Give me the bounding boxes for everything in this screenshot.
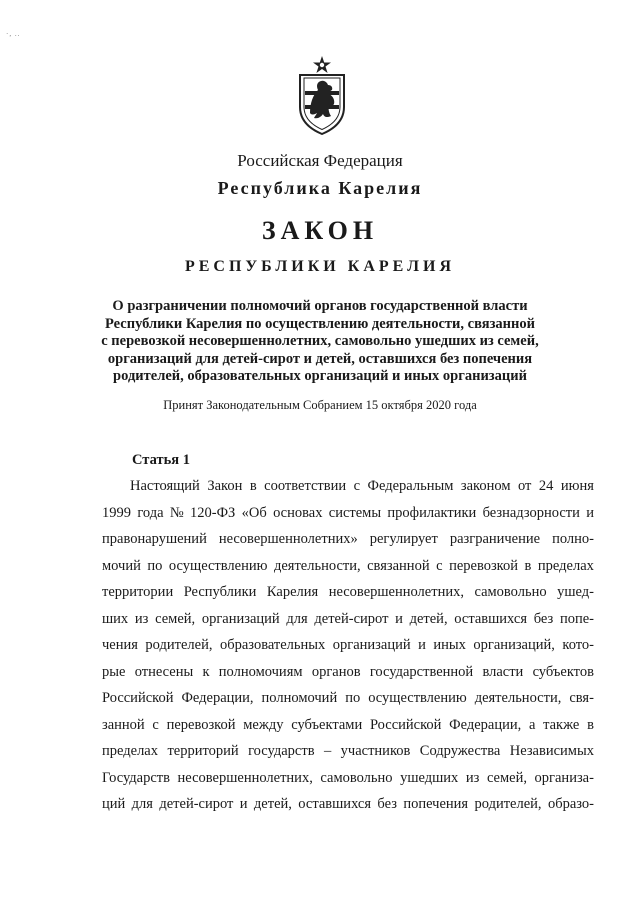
article-word: ций (102, 796, 126, 812)
law-subtitle: РЕСПУБЛИКИ КАРЕЛИЯ (184, 258, 456, 275)
article-word: с (436, 557, 443, 574)
article-word: территории (102, 584, 174, 600)
article-word: Российской (102, 690, 174, 706)
article-word: самовольно (474, 584, 547, 600)
subject-line: Республики Карелия по осуществлению деятельности, связанной (105, 315, 535, 332)
article-word: также (543, 716, 580, 733)
article-word: «Об (241, 504, 267, 521)
article-word: родителей, (145, 637, 213, 653)
law-subject-title (60, 298, 580, 386)
scan-corner-mark: ·, .. (6, 30, 21, 38)
article-word: образовательных (219, 637, 326, 653)
article-word: полно- (552, 531, 594, 547)
article-word: рые (102, 663, 126, 680)
article-word: Российской (369, 716, 442, 733)
article-line (102, 765, 594, 792)
article-word: правонарушений (102, 531, 207, 547)
subject-line: О разграничении полномочий органов государственной власти (112, 298, 528, 314)
article-word: Федерации, (181, 690, 254, 706)
article-word: иных (433, 637, 466, 653)
article-word: – (323, 743, 332, 759)
article-word: и (395, 610, 403, 627)
article-word: в (524, 557, 532, 574)
article-word: системы (328, 504, 382, 521)
article-word: в (249, 478, 257, 494)
article-word: детей-сирот (314, 610, 389, 627)
article-word: к (202, 663, 210, 680)
article-word: организа- (534, 769, 594, 786)
article-line (102, 606, 594, 633)
article-word: участников (340, 743, 411, 759)
article-word: субъектов (532, 663, 594, 680)
article-word: кото- (562, 637, 594, 653)
article-body (102, 473, 594, 818)
article-word: для (131, 796, 153, 812)
article-line (102, 712, 594, 739)
article-word: детей, (253, 796, 292, 812)
article-line (102, 553, 594, 580)
article-word: и (239, 796, 248, 812)
article-word: июня (560, 478, 594, 494)
article-word: Карелия (266, 584, 319, 600)
article-word: ушедших (400, 769, 459, 786)
article-word: и (586, 504, 594, 521)
article-word: семей, (155, 610, 196, 627)
article-word: территорий (167, 743, 239, 759)
article-word: субъектами (291, 716, 363, 733)
article-word: несовершеннолетних, (328, 584, 464, 600)
article-word: Государств (102, 769, 170, 786)
article-word: связанной (367, 557, 430, 574)
article-word: Федерации, (449, 716, 522, 733)
article-word: Независимых (509, 743, 594, 759)
article-word: для (286, 610, 308, 627)
article-line (102, 738, 594, 765)
article-word: из (465, 769, 480, 786)
article-word: самовольно (320, 769, 393, 786)
article-word: и (418, 637, 426, 653)
article-word: без (377, 796, 397, 812)
article-word: органов (311, 663, 361, 680)
article-word: с (152, 716, 159, 733)
article-word: несовершеннолетних» (218, 531, 358, 547)
article-word: года (137, 504, 164, 521)
subject-line: с перевозкой несовершеннолетних, самовольно ушедших из семей, (101, 333, 539, 350)
article-word: осуществлению (168, 557, 268, 574)
article-word: из (134, 610, 149, 627)
article-line (102, 579, 594, 606)
subject-line: родителей, образовательных организаций и иных организаций (113, 368, 527, 385)
article-word: безнадзорности (482, 504, 580, 521)
article-word: регулирует (369, 531, 438, 547)
article-word: пределах (537, 557, 594, 574)
article-word: разграничение (449, 531, 541, 547)
article-word: ушед- (557, 584, 594, 600)
article-word: попечения (403, 796, 469, 812)
article-line (102, 526, 594, 553)
article-word: по (147, 557, 163, 574)
article-word: попе- (559, 610, 594, 627)
article-word: детей-сирот (159, 796, 234, 812)
article-word: без (533, 610, 554, 627)
article-word: организаций (201, 610, 280, 627)
republic-heading: Республика Карелия (217, 178, 423, 198)
article-word: 120-ФЗ (190, 504, 236, 521)
article-word: в (587, 716, 594, 733)
article-word: свя- (569, 690, 594, 706)
article-word: Республики (183, 584, 257, 600)
article-word: мочий (102, 557, 141, 574)
article-line (102, 685, 594, 712)
article-line (102, 500, 594, 527)
article-word: родителей, (474, 796, 542, 812)
article-word: деятельности, (474, 690, 562, 706)
article-word: Содружества (419, 743, 501, 759)
article-word: осуществлению (368, 690, 467, 706)
article-word: ших (102, 610, 129, 627)
karelia-coat-of-arms-icon (296, 55, 348, 135)
article-word: государственной (369, 663, 474, 680)
article-word: организаций (332, 637, 411, 653)
article-word: Настоящий (130, 478, 200, 494)
article-word: а (528, 716, 536, 733)
article-line (102, 632, 594, 659)
article-heading: Статья 1 (132, 452, 190, 468)
article-word: чения (102, 637, 138, 653)
article-word: занной (102, 716, 145, 733)
article-word: основах (273, 504, 323, 521)
federation-heading: Российская Федерация (237, 151, 403, 170)
subject-line: организаций для детей-сирот и детей, оставшихся без попечения (107, 350, 533, 367)
article-word: детей, (409, 610, 448, 627)
article-word: по (345, 690, 361, 706)
article-line (102, 791, 594, 818)
article-word: государств (248, 743, 315, 759)
article-word: пределах (102, 743, 158, 759)
article-word: отнесены (134, 663, 194, 680)
article-word: профилактики (387, 504, 477, 521)
article-word: 24 (538, 478, 554, 494)
article-word: № (169, 504, 184, 521)
adoption-note: Принят Законодательным Собранием 15 октября 2020 года (163, 398, 477, 412)
article-word: полномочий (261, 690, 338, 706)
article-word: организаций, (473, 637, 555, 653)
article-word: между (243, 716, 284, 733)
article-word: семей, (486, 769, 527, 786)
article-word: полномочиям (218, 663, 303, 680)
article-word: перевозкой (449, 557, 518, 574)
article-word: перевозкой (166, 716, 236, 733)
article-word: деятельности, (273, 557, 361, 574)
article-word: оставшихся (298, 796, 372, 812)
article-word: соответствии (264, 478, 347, 494)
law-title: ЗАКОН (261, 216, 379, 245)
article-word: образо- (547, 796, 594, 812)
article-word: власти (482, 663, 524, 680)
article-word: Закон (207, 478, 243, 494)
article-word: законом (460, 478, 511, 494)
article-word: 1999 (102, 504, 131, 521)
article-word: несовершеннолетних, (177, 769, 313, 786)
article-word: от (517, 478, 532, 494)
article-word: Федеральным (367, 478, 454, 494)
article-line (102, 473, 594, 500)
article-word: оставшихся (454, 610, 527, 627)
article-line (102, 659, 594, 686)
article-word: с (353, 478, 361, 494)
